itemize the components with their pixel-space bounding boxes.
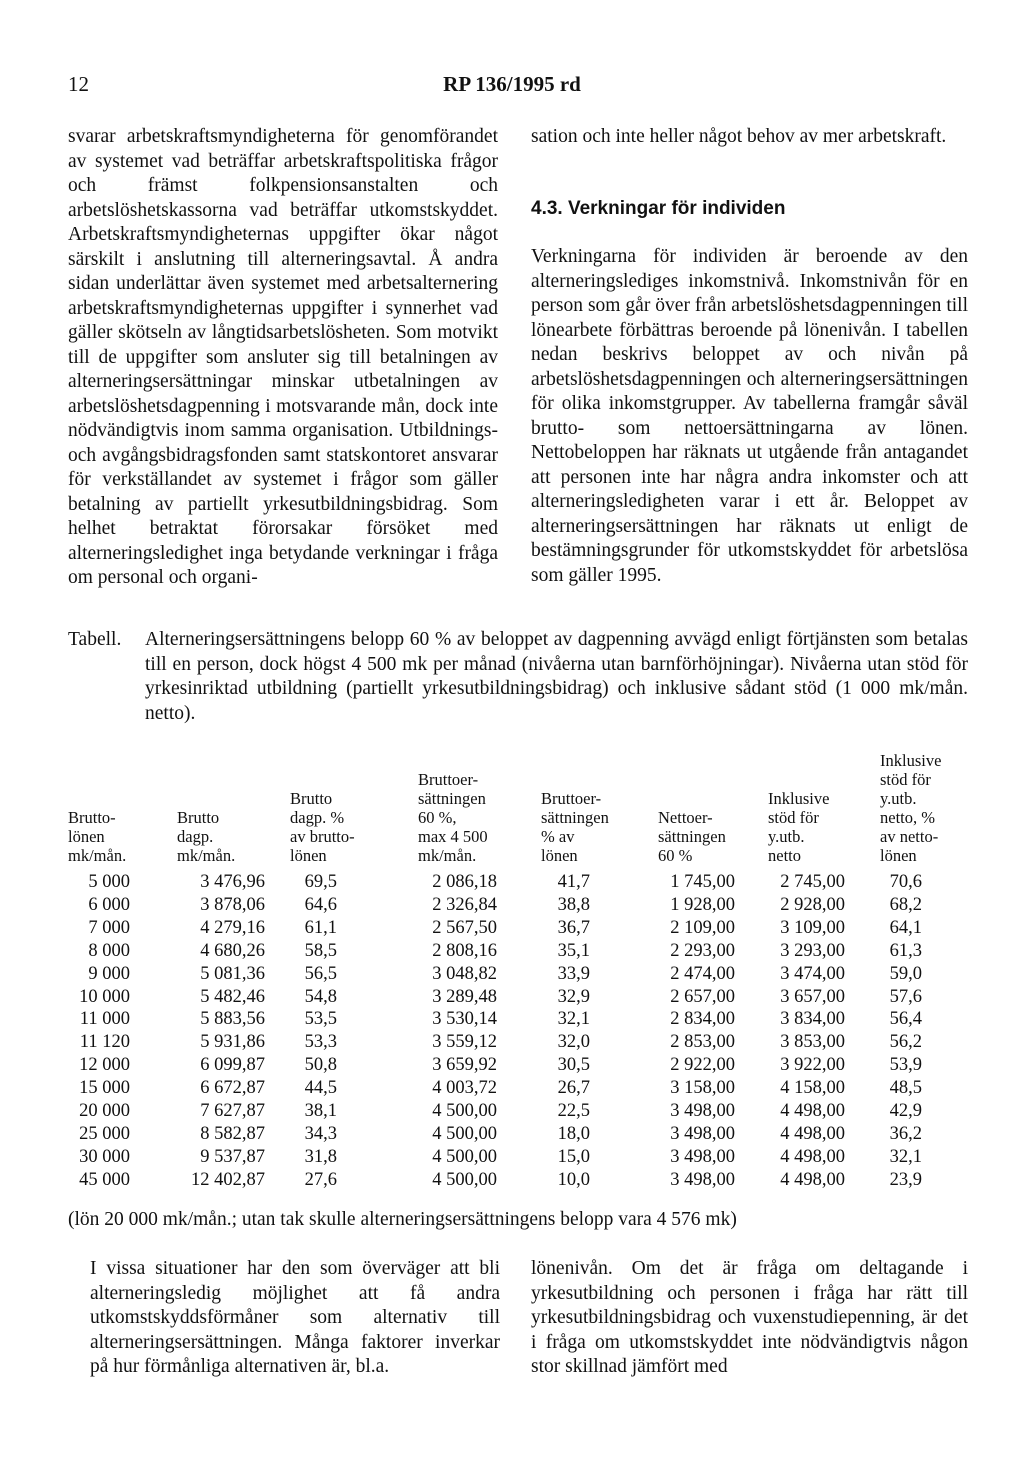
- column-header-line: sättningen: [658, 827, 726, 846]
- column-header-line: lönen: [68, 827, 105, 846]
- column-header: [68, 808, 126, 865]
- table-cell: 44,5: [304, 1078, 337, 1099]
- table-cell: 57,6: [889, 986, 922, 1007]
- right-continuation: sation och inte heller något behov av mer arbetskraft.: [531, 126, 947, 147]
- table-cell: 15 000: [79, 1078, 130, 1099]
- left-paragraph: svarar arbetskraftsmyndigheterna för genomförandet av systemet vad beträffar arbetskraftspolitiska frågor och främst folkpensionsanstalten och arbetslöshetskassorna vad beträffar utkomstskyddet. Arbetskraftsmyndigheternas uppgifter ökar något särskilt i anslutning till alterneringsavtal. Å andra sidan underlättar även systemet med arbetsalternering arbetskraftsmyndigheternas uppgifter i synnerhet vad gäller skötseln av långtidsarbetslösheten. Som motvikt till de uppgifter som ansluter sig till betalningen av alterneringsersättningar minskar utbetalningen av arbetslöshetsdagpenning i motsvarande mån, dock inte nödvändigtvis inom samma organisation. Utbildnings- och avgångsbidragsfonden samt statskontoret ansvarar för verkställandet av systemet i frågor som gäller betalning av partiellt yrkesutbildningsbidrag. Som helhet betraktat förorsakar försöket med alterneringsledighet inga betydande verkningar i fråga om personal och organi-: [68, 126, 498, 588]
- column-header-line: mk/mån.: [418, 846, 477, 865]
- table-cell: 2 293,00: [670, 940, 735, 961]
- table-cell: 58,5: [304, 940, 337, 961]
- table-cell: 36,2: [889, 1123, 922, 1144]
- table-cell: 4 498,00: [780, 1123, 845, 1144]
- column-header-line: Brutto: [177, 808, 220, 827]
- table-cell: 32,9: [557, 986, 590, 1007]
- table-row: [0, 872, 1024, 895]
- table-cell: 9 537,87: [200, 1146, 265, 1167]
- table-caption: [68, 628, 968, 726]
- column-header-line: stöd för: [880, 770, 931, 789]
- table-cell: 48,5: [889, 1078, 922, 1099]
- table-cell: 4 500,00: [432, 1169, 497, 1190]
- column-header-line: 60 %: [658, 846, 693, 865]
- table-cell: 15,0: [557, 1146, 590, 1167]
- table-footnote: (lön 20 000 mk/mån.; utan tak skulle alterneringsersättningens belopp vara 4 576 mk): [68, 1209, 737, 1230]
- table-cell: 68,2: [889, 894, 922, 915]
- column-header-line: % av: [541, 827, 575, 846]
- bottom-right-paragraph: lönenivån. Om det är fråga om deltagande i yrkesutbildning och personen i fråga har rätt till yrkesutbildningsbidrag och vuxenstudiepenning, är det i fråga om utkomstskyddet inte nödvändigtvis någon stor skillnad jämfört med: [531, 1258, 968, 1377]
- table-cell: 38,8: [557, 894, 590, 915]
- table-cell: 45 000: [79, 1169, 130, 1190]
- column-header-line: lönen: [290, 846, 327, 865]
- column-header: [658, 808, 726, 865]
- table-row: [0, 1124, 1024, 1147]
- table-cell: 2 326,84: [432, 894, 497, 915]
- table-cell: 3 498,00: [670, 1146, 735, 1167]
- column-header: [768, 789, 829, 865]
- table-cell: 4 500,00: [432, 1101, 497, 1121]
- table-cell: 11 120: [79, 1032, 130, 1053]
- right-column: [531, 125, 968, 588]
- table-cell: 12 000: [79, 1055, 130, 1076]
- table-cell: 69,5: [304, 872, 337, 892]
- right-paragraph: Verkningarna för individen är beroende av den alterneringslediges inkomstnivå. Inkomstnivån för en person som går över från arbetslöshetsdagpenningen till lönearbete förbättras beroende på lönenivån. I tabellen nedan beskrivs beloppet av och nivån på arbetslöshetsdagpenningen och alterneringsersättningen för olika inkomstgrupper. Av tabellerna framgår såväl brutto- som nettoersättningarna av lönen. Nettobeloppen har räknats ut utgående från antagandet att personen inte har några andra inkomster och att alterneringsledigheten varar i ett år. Beloppet av alterneringsersättningen har räknats ut enligt de bestämningsgrunder för utkomstskyddet för arbetslösa som gäller 1995.: [531, 246, 968, 586]
- column-header-line: y.utb.: [880, 789, 917, 808]
- table-cell: 3 498,00: [670, 1123, 735, 1144]
- table-cell: 53,5: [304, 1009, 337, 1030]
- table-cell: 2 086,18: [432, 872, 497, 892]
- column-header-line: sättningen: [541, 808, 609, 827]
- table-cell: 32,0: [557, 1032, 590, 1053]
- column-header-line: Inklusive: [880, 751, 942, 770]
- table-cell: 3 659,92: [432, 1055, 497, 1076]
- table-row: [0, 987, 1024, 1010]
- table-cell: 18,0: [557, 1123, 590, 1144]
- table-cell: 3 289,48: [432, 986, 497, 1007]
- table-cell: 2 808,16: [432, 940, 497, 961]
- table-row: [0, 1032, 1024, 1055]
- table-cell: 59,0: [889, 963, 922, 984]
- table-cell: 1 745,00: [670, 872, 735, 892]
- table-cell: 50,8: [304, 1055, 337, 1076]
- table-cell: 38,1: [304, 1101, 337, 1121]
- table-cell: 6 000: [88, 894, 130, 915]
- table-cell: 1 928,00: [670, 894, 735, 915]
- column-header-line: lönen: [880, 846, 917, 865]
- column-header-line: max 4 500: [418, 827, 488, 846]
- table-cell: 32,1: [889, 1146, 922, 1167]
- table-cell: 33,9: [557, 963, 590, 984]
- table-cell: 4 500,00: [432, 1146, 497, 1167]
- column-header-line: netto, %: [880, 808, 935, 827]
- table-cell: 30 000: [79, 1146, 130, 1167]
- table-cell: 5 931,86: [200, 1032, 265, 1053]
- column-header-line: stöd för: [768, 808, 819, 827]
- table-cell: 3 476,96: [200, 872, 265, 892]
- table-cell: 5 000: [88, 872, 130, 892]
- table-cell: 4 158,00: [780, 1078, 845, 1099]
- bottom-right-column: [531, 1257, 968, 1380]
- table-cell: 3 530,14: [432, 1009, 497, 1030]
- table-caption-text: Alterneringsersättningens belopp 60 % av beloppet av dagpenning avvägd enligt förtjänsten som betalas till en person, dock högst 4 500 mk per månad (nivåerna utan barnförhöjningar). Nivåerna utan stöd för yrkesinriktad utbildning (partiellt yrkesutbildningsbidrag) och inklusive sådant stöd (1 000 mk/mån. netto).: [145, 629, 968, 724]
- table-cell: 2 657,00: [670, 986, 735, 1007]
- table-cell: 3 293,00: [780, 940, 845, 961]
- table-cell: 34,3: [304, 1123, 337, 1144]
- column-header-line: netto: [768, 846, 801, 865]
- table-row: [0, 918, 1024, 941]
- table-cell: 4 003,72: [432, 1078, 497, 1099]
- table-cell: 26,7: [557, 1078, 590, 1099]
- table-cell: 22,5: [557, 1101, 590, 1121]
- table-cell: 64,6: [304, 894, 337, 915]
- table-cell: 3 853,00: [780, 1032, 845, 1053]
- table-cell: 10,0: [557, 1169, 590, 1190]
- column-header-line: dagp.: [177, 827, 214, 846]
- bottom-left-paragraph: I vissa situationer har den som överväger att bli alterneringsledig möjlighet att få andra utkomstskyddsförmåner som alternativ till alterneringsersättningen. Många faktorer inverkar på hur förmånliga alternativen är, bl.a.: [90, 1258, 500, 1377]
- page-header-title: RP 136/1995 rd: [443, 72, 581, 96]
- table-row: [0, 1101, 1024, 1124]
- table-cell: 10 000: [79, 986, 130, 1007]
- table-cell: 61,1: [304, 917, 337, 938]
- table-cell: 4 680,26: [200, 940, 265, 961]
- table-cell: 3 922,00: [780, 1055, 845, 1076]
- table-cell: 6 672,87: [200, 1078, 265, 1099]
- column-header-line: dagp. %: [290, 808, 345, 827]
- table-cell: 20 000: [79, 1101, 130, 1121]
- table-cell: 6 099,87: [200, 1055, 265, 1076]
- table-row: [0, 1078, 1024, 1101]
- table-cell: 8 000: [88, 940, 130, 961]
- table-cell: 3 834,00: [780, 1009, 845, 1030]
- table-row: [0, 1147, 1024, 1170]
- table-cell: 2 474,00: [670, 963, 735, 984]
- table-cell: 7 627,87: [200, 1101, 265, 1121]
- column-header-line: av brutto-: [290, 827, 355, 846]
- table-cell: 4 498,00: [780, 1169, 845, 1190]
- column-header-line: Bruttoer-: [418, 770, 479, 789]
- table-cell: 3 878,06: [200, 894, 265, 915]
- table-cell: 3 158,00: [670, 1078, 735, 1099]
- table-cell: 41,7: [557, 872, 590, 892]
- table-cell: 2 928,00: [780, 894, 845, 915]
- table-cell: 23,9: [889, 1169, 922, 1190]
- table-cell: 3 109,00: [780, 917, 845, 938]
- table-cell: 2 922,00: [670, 1055, 735, 1076]
- table-cell: 2 567,50: [432, 917, 497, 938]
- table-row: [0, 1055, 1024, 1078]
- table-cell: 8 582,87: [200, 1123, 265, 1144]
- table-cell: 3 657,00: [780, 986, 845, 1007]
- table-row: [0, 895, 1024, 918]
- table-cell: 56,5: [304, 963, 337, 984]
- table-cell: 3 559,12: [432, 1032, 497, 1053]
- table-cell: 36,7: [557, 917, 590, 938]
- table-caption-label: Tabell.: [68, 629, 122, 650]
- table-cell: 3 048,82: [432, 963, 497, 984]
- table-header: [0, 745, 1024, 865]
- column-header-line: Inklusive: [768, 789, 830, 808]
- table-cell: 27,6: [304, 1169, 337, 1190]
- table-row: [0, 1009, 1024, 1032]
- column-header: [541, 789, 609, 865]
- table-cell: 35,1: [557, 940, 590, 961]
- column-header-line: mk/mån.: [177, 846, 236, 865]
- table-row: [0, 1170, 1024, 1193]
- column-header-line: sättningen: [418, 789, 486, 808]
- column-header: [418, 770, 488, 865]
- page-number: 12: [68, 72, 89, 96]
- table-row: [0, 964, 1024, 987]
- table-cell: 31,8: [304, 1146, 337, 1167]
- column-header-line: Nettoer-: [658, 808, 713, 827]
- column-header-line: mk/mån.: [68, 846, 127, 865]
- table-cell: 70,6: [889, 872, 922, 892]
- table-cell: 3 498,00: [670, 1169, 735, 1190]
- table-cell: 4 498,00: [780, 1146, 845, 1167]
- table-cell: 4 500,00: [432, 1123, 497, 1144]
- table-cell: 56,4: [889, 1009, 922, 1030]
- column-header: [290, 789, 355, 865]
- table-cell: 30,5: [557, 1055, 590, 1076]
- table-cell: 11 000: [79, 1009, 130, 1030]
- column-header-line: lönen: [541, 846, 578, 865]
- table-cell: 5 081,36: [200, 963, 265, 984]
- column-header-line: Brutto-: [68, 808, 116, 827]
- table-cell: 64,1: [889, 917, 922, 938]
- table-cell: 61,3: [889, 940, 922, 961]
- table-cell: 54,8: [304, 986, 337, 1007]
- table-cell: 5 482,46: [200, 986, 265, 1007]
- table-cell: 3 498,00: [670, 1101, 735, 1121]
- table-cell: 2 834,00: [670, 1009, 735, 1030]
- table-cell: 2 745,00: [780, 872, 845, 892]
- bottom-left-column: [90, 1257, 500, 1380]
- table-cell: 7 000: [88, 917, 130, 938]
- column-header-line: 60 %,: [418, 808, 457, 827]
- left-column: [68, 125, 498, 591]
- table-cell: 12 402,87: [191, 1169, 265, 1190]
- table-cell: 2 853,00: [670, 1032, 735, 1053]
- table-cell: 2 109,00: [670, 917, 735, 938]
- table-cell: 53,3: [304, 1032, 337, 1053]
- table-cell: 32,1: [557, 1009, 590, 1030]
- column-header-line: av netto-: [880, 827, 939, 846]
- column-header: [880, 751, 941, 865]
- table-cell: 56,2: [889, 1032, 922, 1053]
- table-cell: 42,9: [889, 1101, 922, 1121]
- table-cell: 5 883,56: [200, 1009, 265, 1030]
- table-cell: 4 279,16: [200, 917, 265, 938]
- column-header-line: Bruttoer-: [541, 789, 602, 808]
- table-cell: 4 498,00: [780, 1101, 845, 1121]
- table-row: [0, 941, 1024, 964]
- section-heading: 4.3. Verkningar för individen: [531, 197, 786, 219]
- table-cell: 3 474,00: [780, 963, 845, 984]
- column-header: [177, 808, 235, 865]
- table-cell: 9 000: [88, 963, 130, 984]
- table-cell: 25 000: [79, 1123, 130, 1144]
- column-header-line: y.utb.: [768, 827, 805, 846]
- column-header-line: Brutto: [290, 789, 333, 808]
- table-cell: 53,9: [889, 1055, 922, 1076]
